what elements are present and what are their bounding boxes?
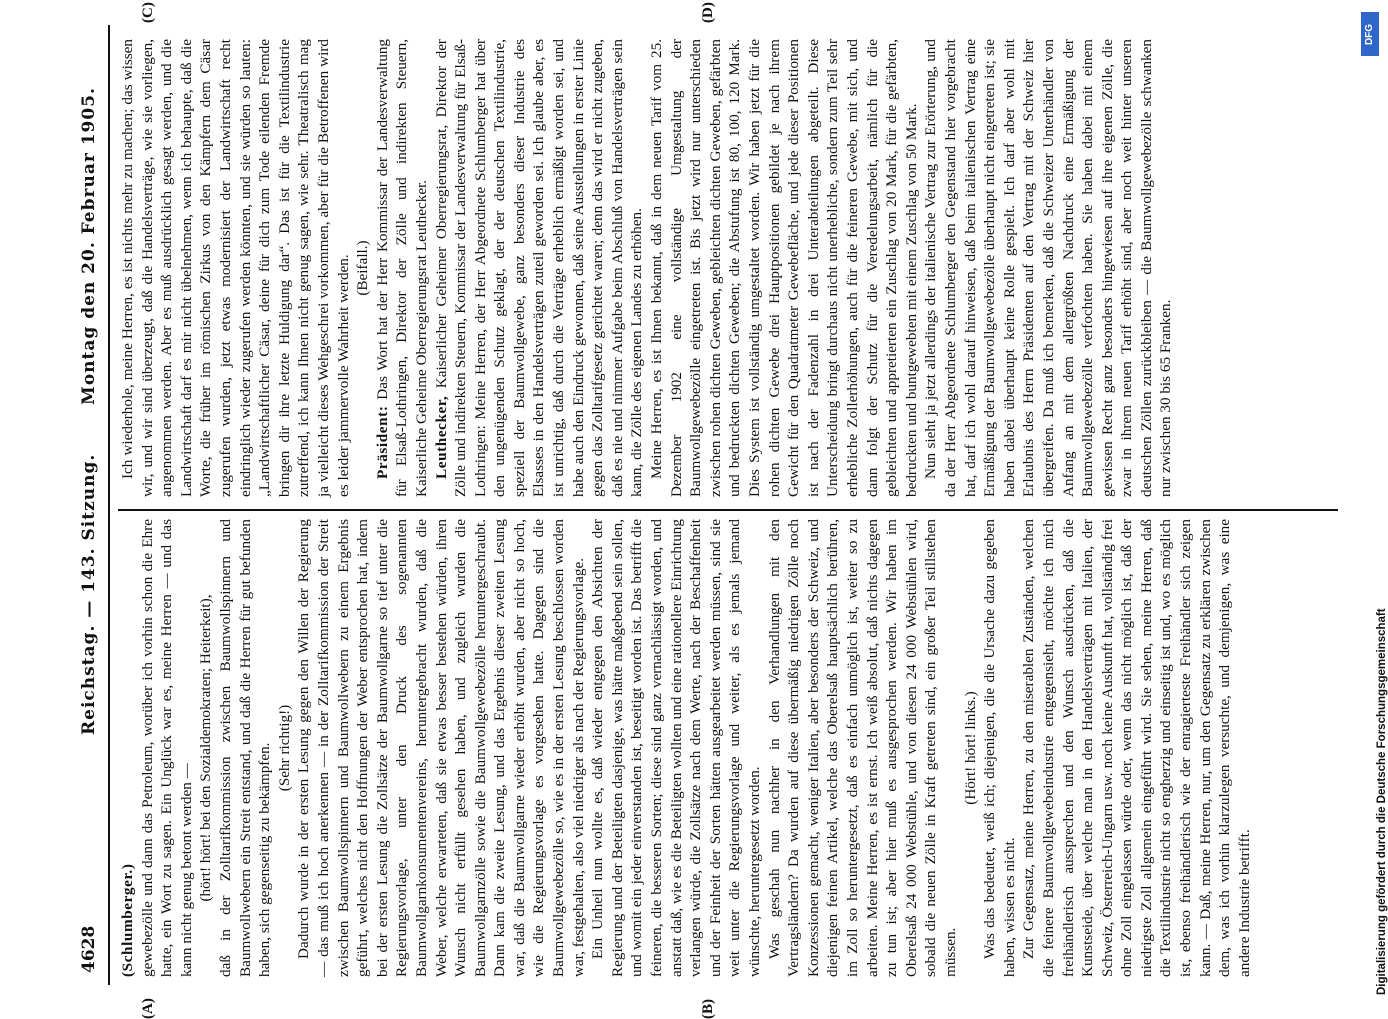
speaker-label: Präsident: bbox=[373, 405, 391, 479]
paragraph: Zur Gegensatz, meine Herren, zu den miserablen Zuständen, welchen die feinere Baumwollgewebeindustrie entgegensieht, möchte ich mich freihändlerisch aussprechen und den Wunsch ausdrücken, daß die Kunstseide, über welche man in den Handelsverträgen mit Italien, der Schweiz, Österreich-Ungarn usw. noch keine Auskunft hat, vollständig frei ohne Zoll eingelassen würde oder, wenn das nicht möglich ist, daß der niedrigste Zoll allgemein eingeführt wird. Sie sehen, meine Herren, daß die Textilindustrie nicht so engherzig und einseitig ist und, wo es möglich ist, ebenso freihändlerisch wie der enragierteste Freihändler sich zeigen kann. — Daß, meine Herren, nur, um den Gegensatz zu erklären zwischen dem, was ich vorhin klarzulegen versuchte, und demjenigen, was eine andere Industrie betrifft. bbox=[1020, 519, 1253, 977]
speaker-label: (Schlumberger.) bbox=[119, 863, 136, 977]
interjection: (Sehr richtig!) bbox=[275, 704, 293, 792]
interjection: (Hört! hört! links.) bbox=[961, 691, 979, 805]
paragraph: Was das bedeutet, weiß ich; diejenigen, die die Ursache dazu gegeben haben, wissen es nicht. bbox=[981, 519, 1018, 977]
paragraph: Was geschah nun nachher in den Verhandlungen mit den Vertragsländern? Da wurden auf diese übermäßig niedrigen Zölle noch Konzessionen gemacht, weniger Italien, aber besonders der Schweiz, und diejenigen feinen Artikel, welche das Oberelsaß hauptsächlich berühren, im Zoll so heruntergesetzt, daß es einfach unmöglich ist, weiter so zu arbeiten. Meine Herren, es ist ernst. Ich weiß absolut, daß nichts dagegen zu tun ist; aber hier muß es ausgesprochen werden. Wir haben im Oberelsaß 24 000 Webstühle, und von diesen 24 000 Webstühlen wird, sobald die neuen Zölle in Kraft getreten sind, ein großer Teil stillstehen müssen. bbox=[765, 519, 959, 977]
margin-marker-b: (B) bbox=[700, 999, 716, 1019]
paragraph: daß in der Zolltarifkommission zwischen Baumwollspinnern und Baumwollwebern ein Streit entstand, und daß die Herren für gut befunden haben, sich gegenseitig zu bekämpfen. bbox=[216, 519, 274, 977]
page-header bbox=[75, 25, 109, 985]
digitization-credit bbox=[1360, 10, 1388, 995]
paragraph-text: Das Wort hat der Herr Kommissar der Landesverwaltung für Elsaß-Lothringen, Direktor der Zölle und indirekten Steuern, Kaiserliche Geheime Oberregierungsrat Leuthecker. bbox=[373, 38, 430, 497]
speaker-paragraph bbox=[432, 39, 648, 497]
paragraph-text: Kaiserlicher Geheimer Oberregierungsrat, Direktor der Zölle und indirekten Steuern, Kommissar der Landesverwaltung für Elsaß-Lothringen: Meine Herren, der Herr Abgeordnete Schlumberger hat über den ungenügenden Schutz geklagt, der der deutschen Textilindustrie, speziell der Baumwollgewebe, ganz besonders dieser Industrie des Elsasses in den Handelsverträgen zuteil geworden sei. Ich glaube aber, es ist unrichtig, daß durch die Verträge erheblich ermäßigt worden sei, und habe auch den Eindruck gewonnen, daß seine Ausstellungen in erster Linie gegen das Zolltarifgesetz gerichtet waren; denn das wird er nicht zugeben, daß es nie und nimmer Aufgabe beim Abschluß von Handelsverträgen sein kann, die Zölle des eigenen Landes zu erhöhen. bbox=[432, 39, 646, 497]
paragraph: Ein Unheil nun wollte es, daß wieder entgegen den Absichten der Regierung und der Beteiligten dasjenige, was hätte maßgebend sein sollen, und womit ein jeder einverstanden ist, beseitigt worden ist. Das betrifft die feineren, die besseren Sorten; diese sind ganz vernachlässigt worden, und anstatt daß, wie es die Beteiligten wollten und eine rationellere Einrichtung verlangen würde, die Zollsätze nach dem Werte, nach der Beschaffenheit und der Feinheit der Sorten hätten ausgearbeitet werden müssen, sind sie weit unter die Regierungsvorlage und weiter, als es jemals jemand wünschte, heruntergesetzt worden. bbox=[589, 519, 763, 977]
rotated-scanned-page bbox=[40, 2, 1340, 1019]
paragraph: Nun sieht ja jetzt allerdings der italienische Vertrag zur Erörterung, und da der Herr Abgeordnete Schlumberger den Gegenstand hier vorgebracht hat, darf ich wohl darauf hinweisen, daß beim italienischen Vertrag eine Ermäßigung der Baumwollgewebezölle überhaupt nicht eingetreten ist; sie haben dabei überhaupt keine Rolle gespielt. Ich darf aber wohl mit Erlaubnis des Herrn Präsidenten auf den Vertrag mit der Schweiz hier übergreifen. Da muß ich bemerken, daß die Schweizer Unterhändler von Anfang an mit dem allergrößten Nachdruck eine Ermäßigung der Baumwollgewebezölle verfochten haben. Sie haben dabei mit einem gewissen Recht ganz besonders hingewiesen auf ihre eigenen Zölle, die zwar in ihrem neuen Tarif erhöht sind, aber noch weit hinter unseren deutschen Zöllen zurückbleiben — die Baumwollgewebezölle schwanken nur zwischen 30 bis 65 Franken. bbox=[922, 39, 1175, 497]
paragraph: Dadurch wurde in der ersten Lesung gegen den Willen der Regierung — das muß ich hoch anerkennen — in der Zolltarifkommission der Streit zwischen Baumwollspinnern und Baumwollwebern zu einem Ergebnis geführt, welches nicht den Hoffnungen der Weber entsprochen hat, indem bei der ersten Lesung die Zollsätze der Baumwollgarne so tief unter die Regierungsvorlage, unter den Druck des sogenannten Baumwollgarnkonsumentenvereins, heruntergebracht wurden, daß die Weber, welche erwarteten, daß sie etwas besser bestehen würden, ihren Wunsch nicht erfüllt gesehen haben, und zugleich wurden die Baumwollgarnzölle sowie die Baumwollgewebezölle heruntergeschraubt. Dann kam die zweite Lesung, und das Ergebnis dieser zweiten Lesung war, daß die Baumwollgarne wieder erhöht wurden, aber nicht so hoch, wie die Regierungsvorlage es vorgesehen hatte. Dagegen sind die Baumwollgewebezölle so, wie es in der ersten Lesung beschlossen worden war, festgehalten, also viel niedriger als nach der Regierungsvorlage. bbox=[295, 519, 587, 977]
speaker-label: Leuthecker, bbox=[432, 395, 450, 479]
margin-marker-d: (D) bbox=[700, 2, 716, 23]
margin-marker-c: (C) bbox=[140, 2, 156, 23]
margin-marker-a: (A) bbox=[140, 998, 156, 1019]
credit-text: Digitalisierung gefördert durch die Deutsche Forschungsgemeinschaft bbox=[1376, 608, 1388, 995]
right-text-column bbox=[118, 39, 1333, 497]
session-date: Montag den 20. Februar 1905. bbox=[79, 87, 99, 405]
dfg-logo: DFG bbox=[1361, 12, 1379, 56]
paragraph: Ich wiederhole, meine Herren, es ist nichts mehr zu machen; das wissen wir, und wir sind überzeugt, daß die Handelsverträge, wie sie vorliegen, angenommen werden. Aber es muß ausdrücklich gesagt werden, und die Landwirtschaft darf es mir nicht übelnehmen, wenn ich behaupte, daß die Worte, die früher im römischen Zirkus von den Kämpfern dem Cäsar zugerufen wurden, jetzt etwas modernisiert der Landwirtschaft recht eindringlich wieder zugerufen werden könnten, und sie würden so lauten: „Landwirtschaftlicher Cäsar, deine für dich zum Tode eilenden Fremde bringen dir ihre letzte Huldigung dar“. Das ist für die Textilindustrie zutreffend, ich kann Ihnen nicht genug sagen, wie sehr. Theatralisch mag ja vielleicht dieses Wehgeschrei vorkommen, aber für die Betroffenen wird es leider jammervolle Wahrheit werden. bbox=[119, 39, 352, 497]
column-divider bbox=[118, 509, 1338, 511]
paragraph: gewebezölle und dann das Petroleum, worüber ich vorhin schon die Ehre hatte, ein Wort zu sagen. Ein Unglück war es, meine Herren — und das kann nicht genug betont werden — bbox=[138, 519, 195, 977]
paragraph: Meine Herren, es ist Ihnen bekannt, daß in dem neuen Tarif vom 25. Dezember 1902 eine vollständige Umgestaltung der Baumwollgewebezölle eingetreten ist. Bis jetzt wird nur unterschieden zwischen rohen dichten Geweben, gebleichten dichten Geweben, gefärbten und bedruckten dichten Geweben; die Abstufung ist 80, 100, 120 Mark. Dies System ist vollständig umgestaltet worden. Wir haben jetzt für die rohen dichten Gewebe drei Hauptpositionen gebildet je nach ihrem Gewicht für den Quadratmeter Gewebefläche, und jede dieser Positionen ist nach der Fadenzahl in drei Unterabteilungen abgeteilt. Diese Unterscheidung bringt durchaus nicht unerhebliche, sondern zum Teil sehr erhebliche Zollerhöhungen, auch für die feineren Gewebe, mit sich, und dann folgt der Schutz für die Veredelungsarbeit, nämlich für die gebleichten und appretierten ein Zuschlag von 20 Mark, für die gefärbten, bedruckten und buntgewebten mit einem Zuschlag von 50 Mark. bbox=[648, 39, 920, 497]
header-rule bbox=[108, 25, 110, 985]
page-number: 4628 bbox=[79, 925, 99, 973]
left-text-column bbox=[118, 519, 1333, 977]
interjection: (Beifall.) bbox=[354, 240, 372, 296]
president-paragraph bbox=[373, 39, 432, 497]
interjection: (hört! hört! bei den Sozialdemokraten; Heiterkeit), bbox=[197, 594, 215, 902]
session-title: Reichstag. — 143. Sitzung. bbox=[79, 453, 99, 735]
